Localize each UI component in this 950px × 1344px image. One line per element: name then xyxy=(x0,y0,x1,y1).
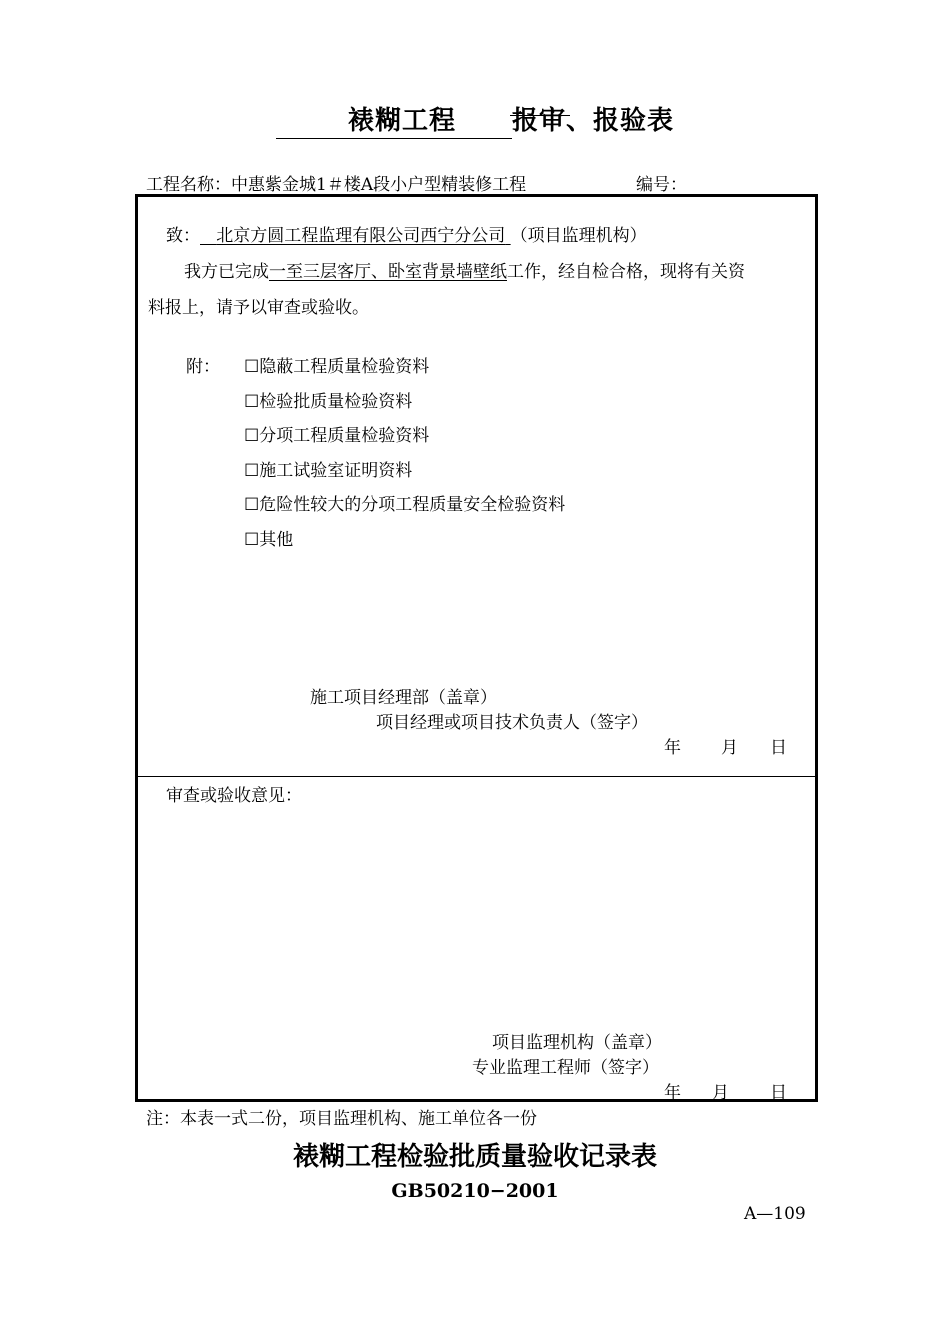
title-blank-field xyxy=(276,104,512,139)
contractor-date-month: 月 xyxy=(721,738,738,758)
supervisor-sign: 专业监理工程师（签字） xyxy=(472,1058,659,1078)
paragraph-line-2: 料报上，请予以审查或验收。 xyxy=(148,298,369,318)
form-code: A—109 xyxy=(744,1204,806,1224)
attachment-item[interactable]: ☐分项工程质量检验资料 xyxy=(244,426,430,446)
form-box xyxy=(135,194,818,1102)
supervisor-date-month: 月 xyxy=(712,1083,729,1103)
attachment-item[interactable]: ☐其他 xyxy=(244,530,294,550)
title-suffix: 报审、报验表 xyxy=(512,106,675,136)
para-prefix: 我方已完成 xyxy=(184,262,269,282)
supervisor-seal: 项目监理机构（盖章） xyxy=(492,1033,662,1053)
supervisor-date-year: 年 xyxy=(664,1083,681,1103)
supervisor-date-day: 日 xyxy=(770,1083,787,1103)
contractor-sign: 项目经理或项目技术负责人（签字） xyxy=(376,713,648,733)
review-label: 审查或验收意见： xyxy=(166,786,302,806)
attachment-item[interactable]: ☐检验批质量检验资料 xyxy=(244,392,413,412)
contractor-seal: 施工项目经理部（盖章） xyxy=(310,688,497,708)
to-value: 北京方圆工程监理有限公司西宁分公司 xyxy=(216,226,506,246)
form-title xyxy=(0,100,950,139)
para-work: 一至三层客厅、卧室背景墙壁纸 xyxy=(269,262,507,282)
footnote: 注：本表一式二份，项目监理机构、施工单位各一份 xyxy=(146,1109,537,1129)
to-line xyxy=(166,221,647,246)
number-label: 编号： xyxy=(636,175,687,195)
title-rest xyxy=(512,100,674,137)
paragraph-line-1 xyxy=(184,257,745,282)
contractor-date-day: 日 xyxy=(770,738,787,758)
to-label: 致： xyxy=(166,226,200,246)
section-divider xyxy=(138,776,815,777)
attach-label: 附： xyxy=(186,357,220,377)
title-work-name: 裱糊工程 xyxy=(347,106,456,136)
to-suffix: （项目监理机构） xyxy=(510,226,647,246)
record-table-title: 裱糊工程检验批质量验收记录表 xyxy=(292,1142,657,1172)
standard-code: GB50210−2001 xyxy=(391,1180,559,1202)
contractor-date-year: 年 xyxy=(664,738,681,758)
project-name: 工程名称：中惠紫金城1＃楼A段小户型精装修工程 xyxy=(146,175,527,195)
para-suffix: 工作，经自检合格，现将有关资 xyxy=(507,262,745,282)
attachment-item[interactable]: ☐施工试验室证明资料 xyxy=(244,461,413,481)
attachment-item[interactable]: ☐危险性较大的分项工程质量安全检验资料 xyxy=(244,495,566,515)
attachment-item[interactable]: ☐隐蔽工程质量检验资料 xyxy=(244,357,430,377)
